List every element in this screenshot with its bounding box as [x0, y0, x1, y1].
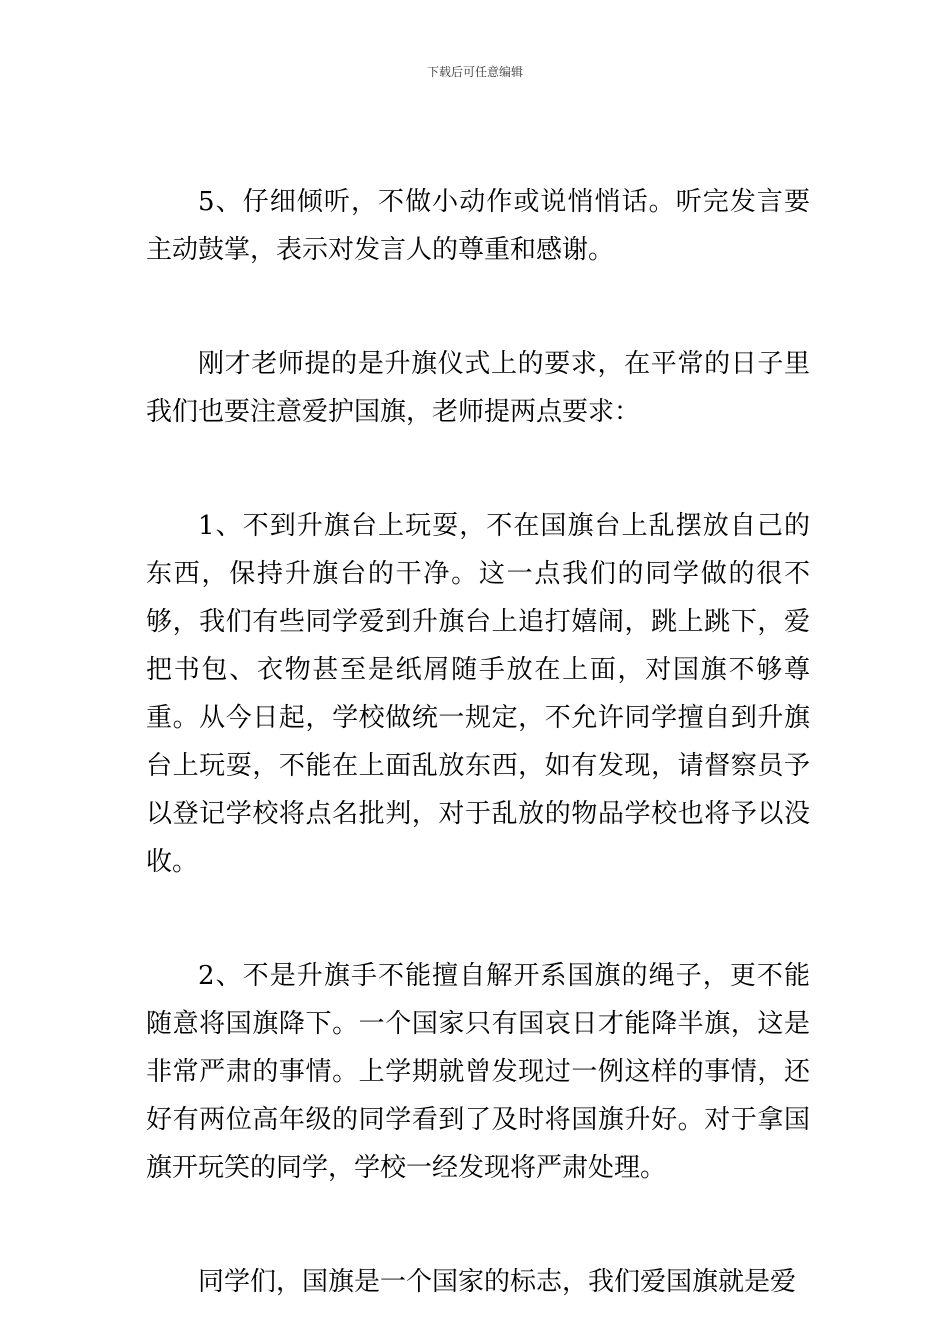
- document-body: [146, 178, 810, 1306]
- paragraph-3: 1、不到升旗台上玩耍，不在国旗台上乱摆放自己的东西，保持升旗台的干净。这一点我们的同学做的很不够，我们有些同学爱到升旗台上追打嬉闹，跳上跳下，爱把书包、衣物甚至是纸屑随手放在上面，对国旗不够尊重。从今日起，学校做统一规定，不允许同学擅自到升旗台上玩耍，不能在上面乱放东西，如有发现，请督察员予以登记学校将点名批判，对于乱放的物品学校也将予以没收。: [146, 511, 810, 877]
- paragraph-2: 刚才老师提的是升旗仪式上的要求，在平常的日子里我们也要注意爱护国旗，老师提两点要求：: [146, 349, 810, 427]
- page-header: 下载后可任意编辑: [426, 65, 523, 79]
- paragraph-4: 2、不是升旗手不能擅自解开系国旗的绳子，更不能随意将国旗降下。一个国家只有国哀日才能降半旗，这是非常严肃的事情。上学期就曾发现过一例这样的事情，还好有两位高年级的同学看到了及时将国旗升好。对于拿国旗开玩笑的同学，学校一经发现将严肃处理。: [146, 961, 810, 1183]
- paragraph-5: 同学们，国旗是一个国家的标志，我们爱国旗就是爱: [198, 1267, 797, 1297]
- paragraph-1: 5、仔细倾听，不做小动作或说悄悄话。听完发言要主动鼓掌，表示对发言人的尊重和感谢。: [146, 187, 810, 265]
